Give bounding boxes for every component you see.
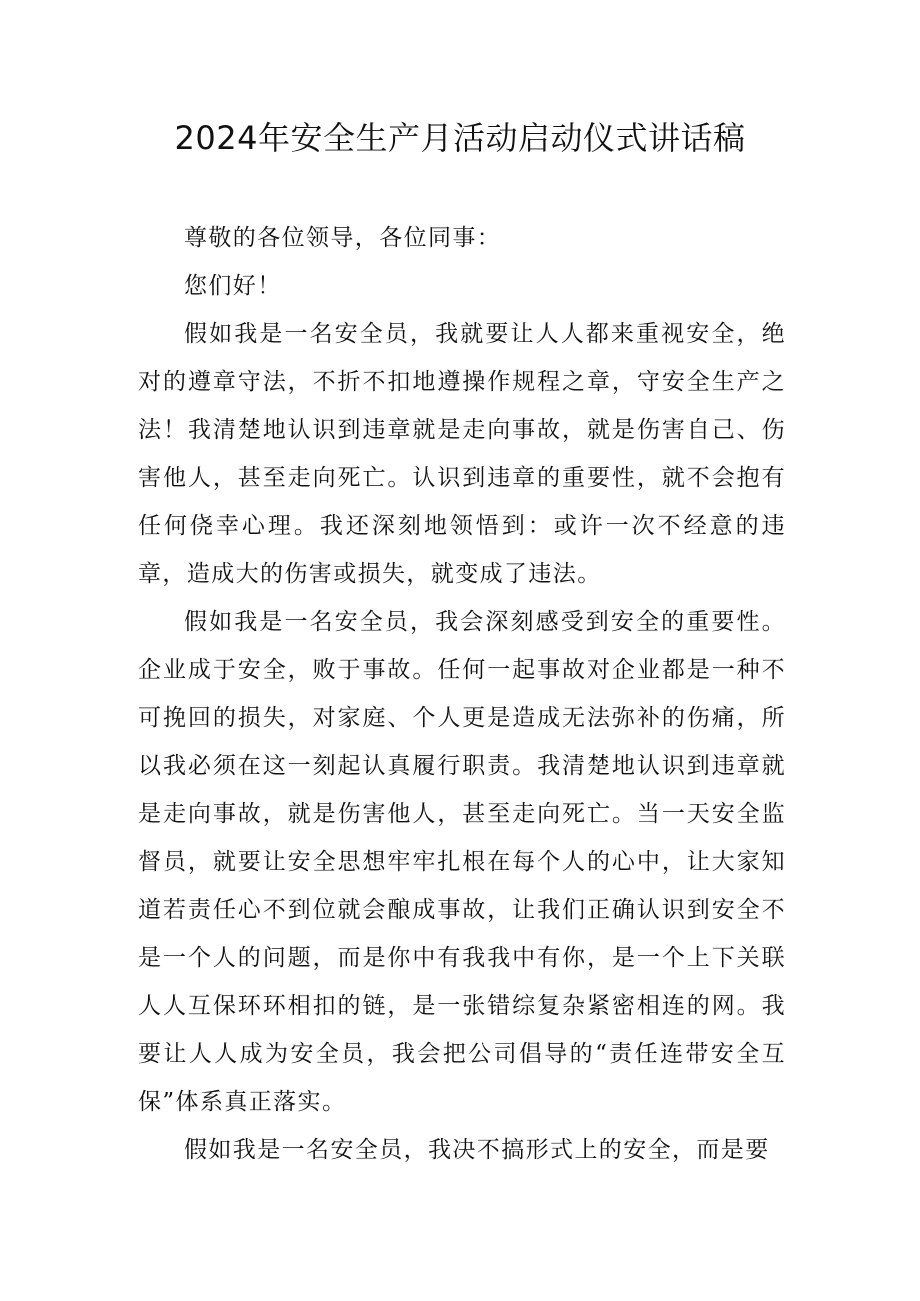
salutation-paragraph: 尊敬的各位领导，各位同事： bbox=[184, 225, 502, 251]
document-title: 2024年安全生产月活动启动仪式讲话稿 bbox=[174, 119, 746, 157]
greeting-paragraph: 您们好！ bbox=[184, 273, 282, 299]
document-body bbox=[138, 214, 786, 1174]
body-paragraph-2: 假如我是一名安全员，我会深刻感受到安全的重要性。企业成于安全，败于事故。任何一起事故对企业都是一种不可挽回的损失，对家庭、个人更是造成无法弥补的伤痛，所以我必须在这一刻起认真履行职责。我清楚地认识到违章就是走向事故，就是伤害他人，甚至走向死亡。当一天安全监督员，就要让安全思想牢牢扎根在每个人的心中，让大家知道若责任心不到位就会酿成事故，让我们正确认识到安全不是一个人的问题，而是你中有我我中有你，是一个上下关联人人互保环环相扣的链，是一张错综复杂紧密相连的网。我要让人人成为安全员，我会把公司倡导的“责任连带安全互保”体系真正落实。 bbox=[138, 609, 786, 1115]
body-paragraph-3: 假如我是一名安全员，我决不搞形式上的安全，而是要 bbox=[184, 1137, 770, 1163]
body-paragraph-1: 假如我是一名安全员，我就要让人人都来重视安全，绝对的遵章守法，不折不扣地遵操作规程之章，守安全生产之法！我清楚地认识到违章就是走向事故，就是伤害自己、伤害他人，甚至走向死亡。认识到违章的重要性，就不会抱有任何侥幸心理。我还深刻地领悟到：或许一次不经意的违章，造成大的伤害或损失，就变成了违法。 bbox=[138, 321, 786, 587]
